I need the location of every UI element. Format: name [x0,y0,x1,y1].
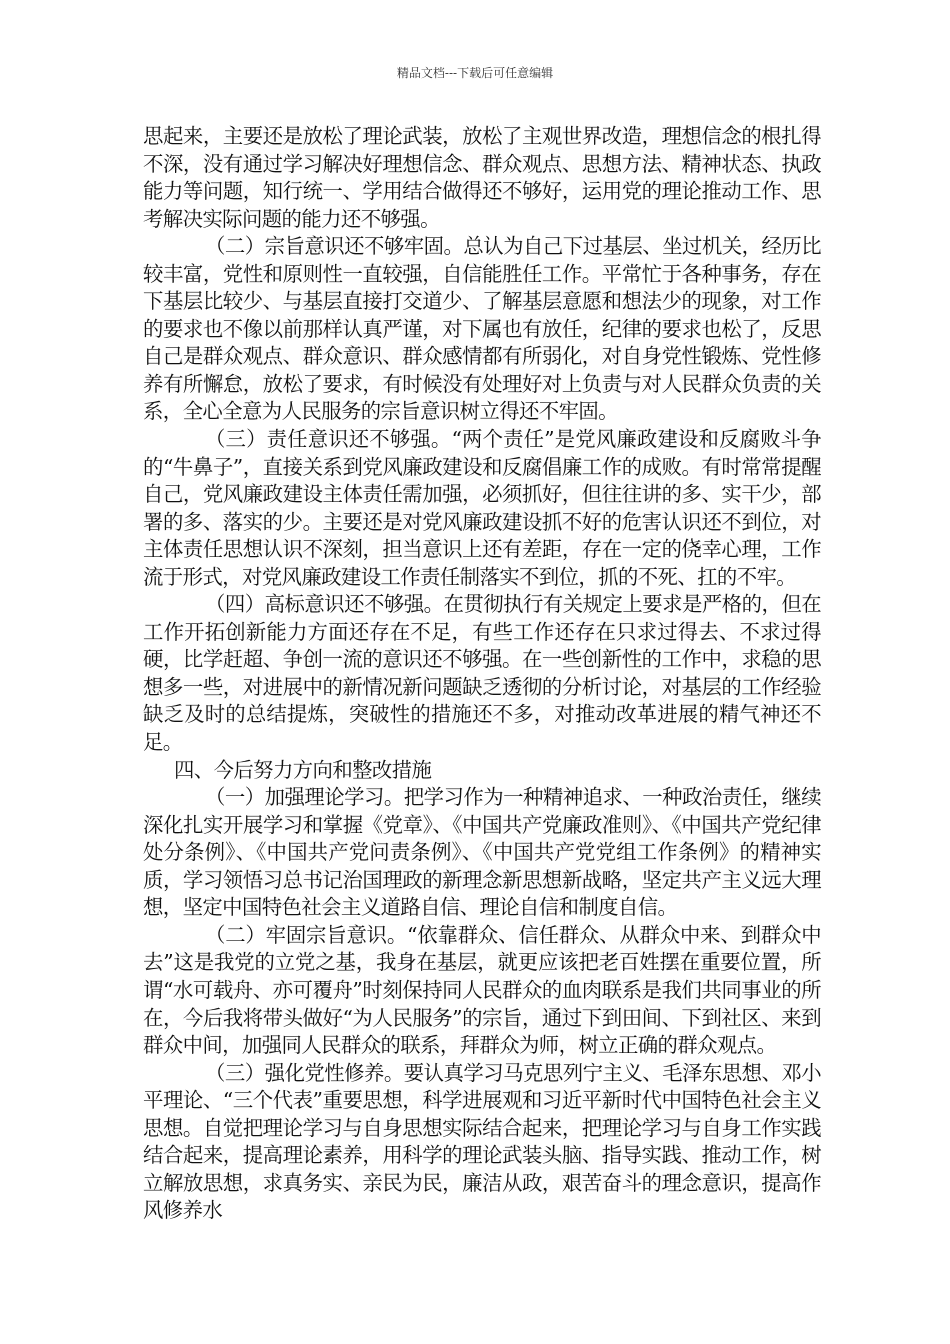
paragraph-party-cultivation: （三）强化党性修养。要认真学习马克思列宁主义、毛泽东思想、邓小平理论、“三个代表”重要思想，科学进展观和习近平新时代中国特色社会主义思想。自觉把理论学习与自身思想实际结合起来，把理论学习与自身工作实践结合起来，提高理论素养，用科学的理论武装头脑、指导实践、推动工作，树立解放思想，求真务实、亲民为民，廉洁从政，艰苦奋斗的理念意识，提高作风修养水 [143,1060,821,1223]
paragraph-purpose-consolidation: （二）牢固宗旨意识。“依靠群众、信任群众、从群众中来、到群众中去”这是我党的立党之基，我身在基层，就更应该把老百姓摆在重要位置，所谓“水可载舟、亦可覆舟”时刻保持同人民群众的血肉联系是我们共同事业的所在，今后我将带头做好“为人民服务”的宗旨，通过下到田间、下到社区、来到群众中间，加强同人民群众的联系，拜群众为师，树立正确的群众观点。 [143,922,821,1058]
paragraph-purpose-awareness: （二）宗旨意识还不够牢固。总认为自己下过基层、坐过机关，经历比较丰富，党性和原则性一直较强，自信能胜任工作。平常忙于各种事务，存在下基层比较少、与基层直接打交道少、了解基层意愿和想法少的现象，对工作的要求也不像以前那样认真严谨，对下属也有放任，纪律的要求也松了，反思自己是群众观点、群众意识、群众感情都有所弱化，对自身党性锻炼、党性修养有所懈怠，放松了要求，有时候没有处理好对上负责与对人民群众负责的关系，全心全意为人民服务的宗旨意识树立得还不牢固。 [143,234,821,424]
paragraph-continuation: 思起来，主要还是放松了理论武装，放松了主观世界改造，理想信念的根扎得不深，没有通过学习解决好理想信念、群众观点、思想方法、精神状态、执政能力等问题，知行统一、学用结合做得还不够好，运用党的理论推动工作、思考解决实际问题的能力还不够强。 [143,124,821,231]
section-heading-rectification: 四、今后努力方向和整改措施 [174,757,432,782]
document-body [143,123,821,1225]
paragraph-responsibility-awareness: （三）责任意识还不够强。“两个责任”是党风廉政建设和反腐败斗争的“牛鼻子”，直接关系到党风廉政建设和反腐倡廉工作的成败。有时常常提醒自己，党风廉政建设主体责任需加强，必须抓好，但往往讲的多、实干少，部署的多、落实的少。主要还是对党风廉政建设抓不好的危害认识还不到位，对主体责任思想认识不深刻，担当意识上还有差距，存在一定的侥幸心理，工作流于形式，对党风廉政建设工作责任制落实不到位，抓的不死、扛的不牢。 [143,427,821,589]
paragraph-theory-study: （一）加强理论学习。把学习作为一种精神追求、一种政治责任，继续深化扎实开展学习和掌握《党章》、《中国共产党廉政准则》、《中国共产党纪律处分条例》、《中国共产党问责条例》、《中国共产党党组工作条例》的精神实质，学习领悟习总书记治国理政的新理念新思想新战略，坚定共产主义远大理想，坚定中国特色社会主义道路自信、理论自信和制度自信。 [143,785,821,920]
page-header-note: 精品文档---下载后可任意编辑 [396,66,554,80]
paragraph-high-standard-awareness: （四）高标意识还不够强。在贯彻执行有关规定上要求是严格的，但在工作开拓创新能力方面还存在不足，有些工作还存在只求过得去、不求过得硬，比学赶超、争创一流的意识还不够强。在一些创新性的工作中，求稳的思想多一些，对进展中的新情况新问题缺乏透彻的分析讨论，对基层的工作经验缺乏及时的总结提炼，突破性的措施还不多，对推动改革进展的精气神还不足。 [143,592,821,755]
